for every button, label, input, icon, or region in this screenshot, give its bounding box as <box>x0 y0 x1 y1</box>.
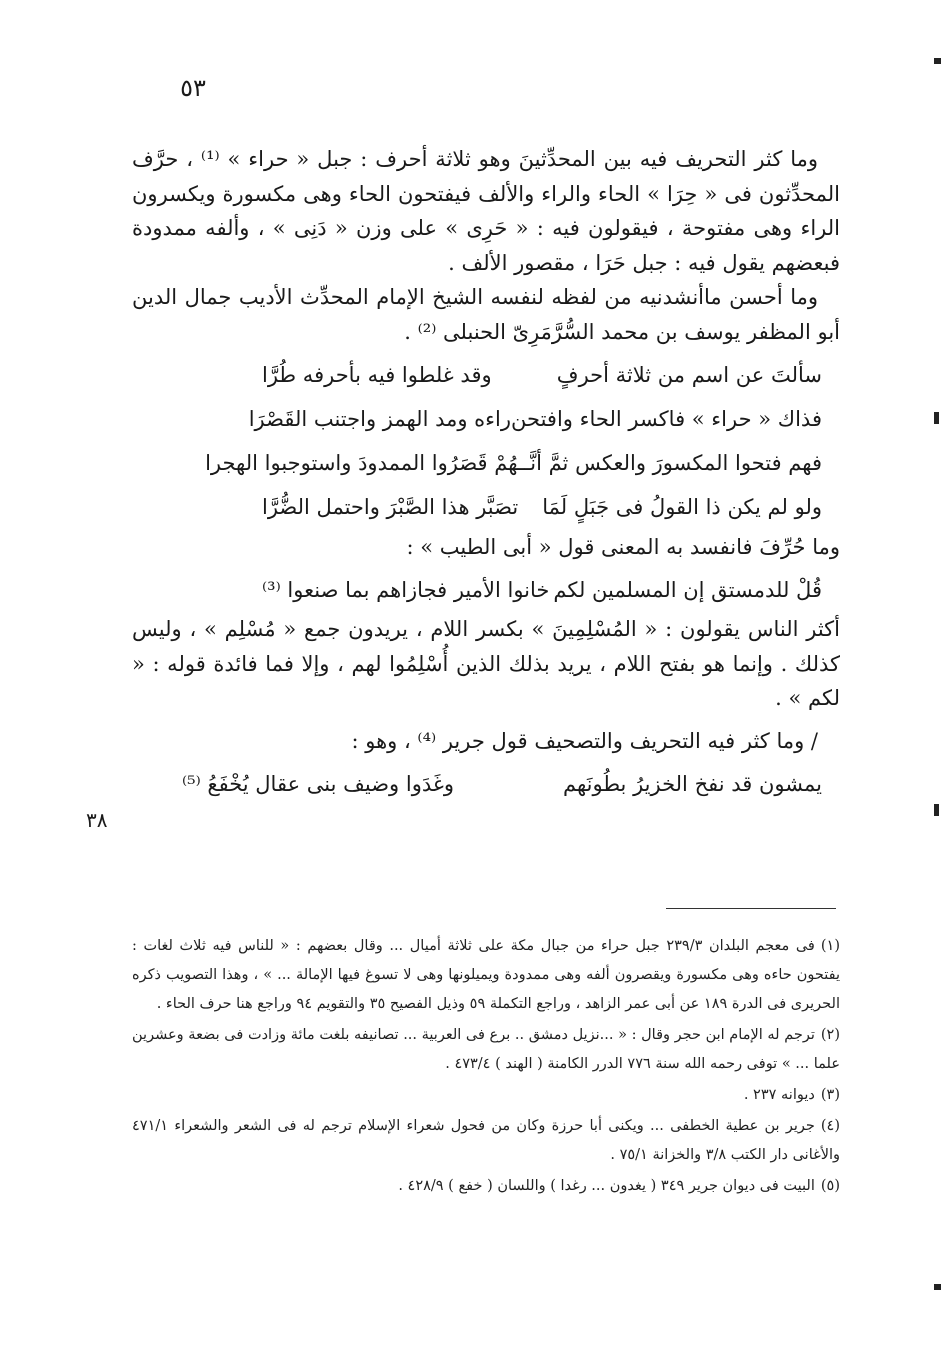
footnote-text: فى معجم البلدان ٢٣٩/٣ جبل حراء من جبال مكة على ثلاثة أميال ... وقال بعضهم : « للناس فيه ثلاث لغات : يفتحون حاءه وهى مكسورة ويقصرون ألفه وهى ممدودة ويميلونها وهى لا تسوغ فيها الإمالة ... » ، وهذا التصويب ذكره الحريرى فى الدرة ١٨٩ عن أبى عمر الزاهد ، وراجع التكملة ٥٩ وذيل الفصيح ٣٥ والتقويم ٩٤ وراجع هنا حرف الحاء . <box>132 938 840 1012</box>
verse-line <box>205 442 822 486</box>
verse-first-hemistich: فهم فتحوا المكسورَ والعكس ثمَّ أنَّـ <box>524 451 822 476</box>
edge-mark <box>934 804 939 816</box>
footnote <box>132 932 840 1019</box>
footnote-text: جرير بن عطية الخطفى ... ويكنى أبا حرزة وكان من فحول شعراء الإسلام ترجم له فى الشعر والشعراء ٤٧١/١ والأغانى دار الكتب ٣/٨ والخزانة ٧٥/١ . <box>132 1118 840 1163</box>
footnote-label: (١) <box>820 938 840 954</box>
verse-line <box>182 763 822 807</box>
verse-line <box>262 568 822 612</box>
edge-mark <box>934 1284 941 1290</box>
footnote-text: ديوانه ٢٣٧ . <box>743 1087 815 1103</box>
edge-mark <box>934 412 939 424</box>
verse-second-hemistich: ـهُمْ قَصَرُوا الممدودَ واستوجبوا الهجرا <box>205 451 525 476</box>
verse-first-hemistich: يمشون قد نفخ الخزيرُ بطُونَهم <box>562 772 822 797</box>
verse-first-hemistich: فذاك « حراء » فاكسر الحاء وافتحن <box>511 407 822 432</box>
verse-line <box>262 354 822 398</box>
margin-folio-number: ٣٨ <box>86 808 108 832</box>
verse-second-hemistich: راءه ومد الهمز واجتنب القَصْرَا <box>248 407 512 432</box>
footnote <box>132 1172 840 1201</box>
footnote <box>132 1112 840 1170</box>
main-text <box>132 142 840 807</box>
footnote-label: (٣) <box>820 1087 840 1103</box>
edge-mark <box>934 58 941 64</box>
footnote <box>132 1021 840 1079</box>
paragraph-jarir: / وما كثر فيه التحريف والتصحيف قول جرير ⁽⁴⁾ ، وهو : <box>351 728 818 753</box>
paragraph-muslimin: أكثر الناس يقولون : « المُسْلِمِينَ » بكسر اللام ، يريدون جمع « مُسْلِم » ، وليس كذلك . وإنما هو بفتح اللام ، يريد بذلك الذين أُسْلِمُوا لهم ، وإلا فما فائدة قوله : « لكم » . <box>132 617 840 711</box>
paragraph-abu-tayyib: وما حُرِّفَ فانفسد به المعنى قول « أبى الطيب » : <box>406 534 840 559</box>
verse-first-hemistich: سألتَ عن اسم من ثلاثة أحرفٍ <box>556 363 822 388</box>
verse-second-hemistich: وغَدَوا وضيف بنى عقال يُخْفَعُ ⁽⁵⁾ <box>182 772 454 797</box>
verse-second-hemistich: خانوا الأمير فجازاهم بما صنعوا ⁽³⁾ <box>262 577 550 602</box>
page-number: ٥٣ <box>180 74 206 102</box>
verse-second-hemistich: تصَبَّر هذا الصَّبْرَ واحتمل الضُّرَّا <box>262 495 519 520</box>
footnote-label: (٢) <box>820 1027 840 1043</box>
verse-line <box>262 486 822 530</box>
footnote-label: (٥) <box>820 1178 840 1194</box>
footnote-label: (٤) <box>820 1118 840 1134</box>
footnote-separator <box>666 908 836 909</box>
verse-first-hemistich: ولو لم يكن ذا القولُ فى جَبَلٍ لَمَا <box>542 495 822 520</box>
verse-second-hemistich: وقد غلطوا فيه بأحرفه طُرَّا <box>262 363 492 388</box>
verse-first-hemistich: قُلْ للدمستق إن المسلمين لكم <box>553 577 822 602</box>
footnote-text: ترجم له الإمام ابن حجر وقال : « ...نزيل دمشق .. برع فى العربية ... تصانيفه بلغت مائة وزادت فى بضعة وعشرين علما ... » توفى رحمه الله سنة ٧٧٦ الدرر الكامنة ( الهند ) ٤٧٣/٤ . <box>132 1027 840 1072</box>
footnote <box>132 1081 840 1110</box>
poem-abu-tayyib <box>132 568 840 612</box>
footnotes <box>132 932 840 1203</box>
footnote-text: البيت فى ديوان جرير ٣٤٩ ( يغدون ... رغدا ) واللسان ( خفع ) ٤٢٨/٩ . <box>398 1178 815 1194</box>
paragraph-poet-intro: وما أحسن ماأنشدنيه من لفظه لنفسه الشيخ الإمام المحدِّث الأديب جمال الدين أبو المظفر يوسف بن محمد السُّرَّمَرِىّ الحنبلى ⁽²⁾ . <box>132 285 840 344</box>
poem-jarir <box>132 763 840 807</box>
verse-line <box>248 398 822 442</box>
paragraph-hira: وما كثر التحريف فيه بين المحدِّثينَ وهو ثلاثة أحرف : جبل « حراء » ⁽¹⁾ ، حرَّف المحدِّثون فى « حِرَا » الحاء والراء والألف فيفتحون الحاء وهى مكسورة ويكسرون الراء وهى مفتوحة ، فيقولون فيه : « حَرِى » على وزن « دَنِى » ، وألفه ممدودة فبعضهم يقول فيه : جبل حَرَا ، مقصور الألف . <box>132 147 840 275</box>
poem-sarmari <box>132 354 840 530</box>
